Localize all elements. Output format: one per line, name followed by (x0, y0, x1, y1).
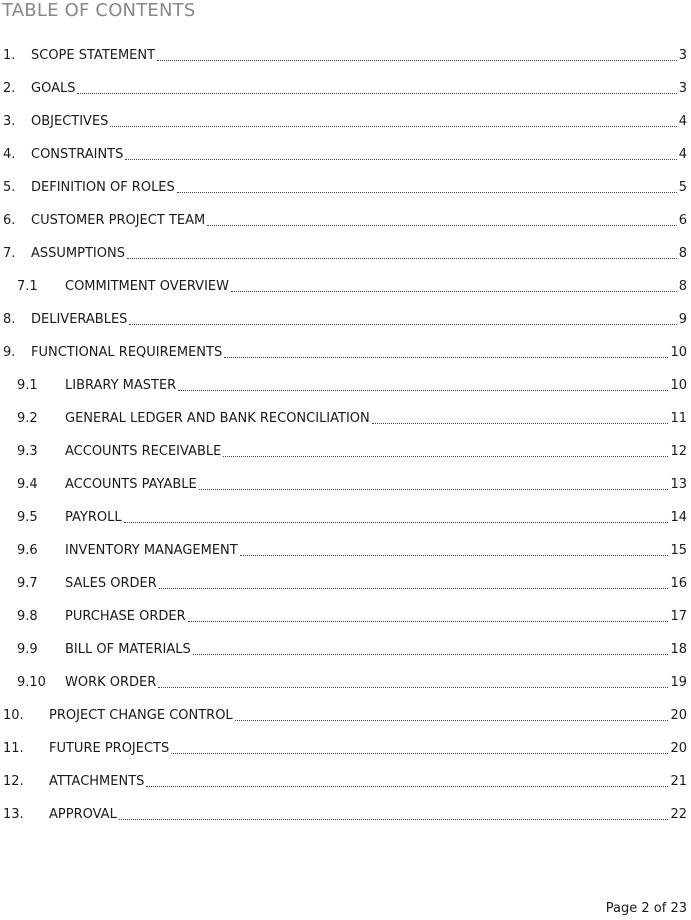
toc-leader-dots (157, 59, 677, 61)
toc-entry-label[interactable]: SCOPE STATEMENT (31, 48, 156, 63)
toc-entry-page[interactable]: 18 (670, 642, 687, 657)
toc-subentry[interactable] (0, 262, 691, 295)
toc-entry[interactable] (0, 328, 691, 361)
toc-entry[interactable] (0, 31, 691, 64)
toc-leader-dots (224, 356, 668, 358)
toc-entry-page[interactable]: 4 (678, 114, 687, 129)
toc-entry-page[interactable]: 10 (670, 345, 687, 360)
toc-subentry[interactable] (0, 361, 691, 394)
toc-entry-label[interactable]: SALES ORDER (65, 576, 157, 591)
toc-leader-dots (127, 257, 677, 259)
toc-entry-page[interactable]: 8 (678, 279, 687, 294)
toc-entry-number: 10. (3, 708, 24, 723)
toc-entry-label[interactable]: INVENTORY MANAGEMENT (65, 543, 238, 558)
toc-leader-dots (223, 455, 668, 457)
toc-entry-label[interactable]: LIBRARY MASTER (65, 378, 177, 393)
toc-entry-page[interactable]: 15 (670, 543, 687, 558)
toc-list (0, 31, 691, 823)
toc-entry-label[interactable]: DEFINITION OF ROLES (31, 180, 175, 195)
toc-entry[interactable] (0, 790, 691, 823)
toc-entry-label[interactable]: CONSTRAINTS (31, 147, 124, 162)
toc-entry-page[interactable]: 10 (670, 378, 687, 393)
toc-entry-page[interactable]: 12 (670, 444, 687, 459)
toc-leader-dots (372, 422, 669, 424)
toc-leader-dots (159, 587, 669, 589)
toc-entry-number: 9.5 (17, 510, 38, 525)
toc-entry-label[interactable]: ASSUMPTIONS (31, 246, 125, 261)
toc-entry-label[interactable]: CUSTOMER PROJECT TEAM (31, 213, 206, 228)
toc-entry-number: 9.10 (17, 675, 46, 690)
toc-title: TABLE OF CONTENTS (2, 0, 196, 21)
toc-entry-number: 7.1 (17, 279, 38, 294)
toc-leader-dots (207, 224, 677, 226)
toc-entry-page[interactable]: 3 (678, 48, 687, 63)
toc-entry-number: 12. (3, 774, 24, 789)
toc-leader-dots (193, 653, 669, 655)
toc-entry-label[interactable]: BILL OF MATERIALS (65, 642, 191, 657)
toc-leader-dots (171, 752, 668, 754)
toc-leader-dots (125, 158, 676, 160)
toc-entry-page[interactable]: 19 (670, 675, 687, 690)
toc-entry-label[interactable]: PURCHASE ORDER (65, 609, 186, 624)
toc-leader-dots (199, 488, 669, 490)
toc-entry[interactable] (0, 229, 691, 262)
toc-leader-dots (177, 191, 677, 193)
toc-entry-number: 7. (3, 246, 16, 261)
toc-entry-number: 9.7 (17, 576, 38, 591)
toc-entry-number: 6. (3, 213, 16, 228)
toc-entry-number: 9.1 (17, 378, 38, 393)
toc-entry-number: 3. (3, 114, 16, 129)
toc-entry[interactable] (0, 691, 691, 724)
toc-entry[interactable] (0, 163, 691, 196)
toc-entry-label[interactable]: ATTACHMENTS (49, 774, 145, 789)
toc-leader-dots (110, 125, 676, 127)
toc-entry-number: 9. (3, 345, 16, 360)
toc-entry[interactable] (0, 196, 691, 229)
toc-entry-number: 9.8 (17, 609, 38, 624)
toc-entry-page[interactable]: 3 (678, 81, 687, 96)
toc-entry[interactable] (0, 97, 691, 130)
toc-entry-label[interactable]: ACCOUNTS PAYABLE (65, 477, 197, 492)
toc-entry-number: 2. (3, 81, 16, 96)
toc-entry-label[interactable]: APPROVAL (49, 807, 117, 822)
toc-entry-number: 5. (3, 180, 16, 195)
toc-entry-page[interactable]: 21 (670, 774, 687, 789)
toc-leader-dots (178, 389, 668, 391)
toc-entry[interactable] (0, 757, 691, 790)
toc-entry-label[interactable]: ACCOUNTS RECEIVABLE (65, 444, 222, 459)
toc-entry-page[interactable]: 14 (670, 510, 687, 525)
toc-entry-page[interactable]: 17 (670, 609, 687, 624)
toc-entry-number: 11. (3, 741, 24, 756)
toc-entry-label[interactable]: GENERAL LEDGER AND BANK RECONCILIATION (65, 411, 370, 426)
toc-entry-label[interactable]: PAYROLL (65, 510, 122, 525)
toc-subentry[interactable] (0, 460, 691, 493)
toc-entry-number: 9.9 (17, 642, 38, 657)
toc-subentry[interactable] (0, 559, 691, 592)
toc-entry-page[interactable]: 11 (670, 411, 687, 426)
toc-entry-number: 13. (3, 807, 24, 822)
toc-entry-page[interactable]: 16 (670, 576, 687, 591)
toc-leader-dots (235, 719, 669, 721)
toc-entry-page[interactable]: 20 (670, 708, 687, 723)
toc-subentry[interactable] (0, 427, 691, 460)
toc-entry-page[interactable]: 20 (670, 741, 687, 756)
toc-entry-number: 9.4 (17, 477, 38, 492)
toc-entry[interactable] (0, 64, 691, 97)
toc-leader-dots (119, 818, 669, 820)
page-number-footer: Page 2 of 23 (605, 901, 687, 916)
toc-subentry[interactable] (0, 526, 691, 559)
toc-entry-page[interactable]: 8 (678, 246, 687, 261)
toc-leader-dots (129, 323, 676, 325)
toc-entry-number: 8. (3, 312, 16, 327)
toc-entry[interactable] (0, 130, 691, 163)
toc-entry-label[interactable]: PROJECT CHANGE CONTROL (49, 708, 233, 723)
toc-subentry[interactable] (0, 493, 691, 526)
toc-entry-number: 4. (3, 147, 16, 162)
toc-entry-label[interactable]: GOALS (31, 81, 76, 96)
toc-entry-label[interactable]: OBJECTIVES (31, 114, 109, 129)
toc-entry-number: 9.3 (17, 444, 38, 459)
toc-subentry[interactable] (0, 658, 691, 691)
toc-entry-page[interactable]: 6 (678, 213, 687, 228)
toc-entry[interactable] (0, 295, 691, 328)
toc-entry-page[interactable]: 13 (670, 477, 687, 492)
toc-entry-number: 9.6 (17, 543, 38, 558)
toc-entry-page[interactable]: 5 (678, 180, 687, 195)
toc-leader-dots (231, 290, 677, 292)
toc-entry-page[interactable]: 22 (670, 807, 687, 822)
toc-subentry[interactable] (0, 394, 691, 427)
toc-entry-label[interactable]: WORK ORDER (65, 675, 157, 690)
toc-leader-dots (240, 554, 669, 556)
toc-leader-dots (188, 620, 669, 622)
toc-entry-page[interactable]: 9 (678, 312, 687, 327)
toc-entry-label[interactable]: DELIVERABLES (31, 312, 128, 327)
toc-entry-label[interactable]: FUNCTIONAL REQUIREMENTS (31, 345, 223, 360)
toc-entry[interactable] (0, 724, 691, 757)
toc-leader-dots (146, 785, 668, 787)
toc-subentry[interactable] (0, 592, 691, 625)
toc-leader-dots (158, 686, 668, 688)
toc-entry-number: 1. (3, 48, 16, 63)
toc-entry-label[interactable]: COMMITMENT OVERVIEW (65, 279, 229, 294)
toc-subentry[interactable] (0, 625, 691, 658)
toc-entry-page[interactable]: 4 (678, 147, 687, 162)
toc-entry-number: 9.2 (17, 411, 38, 426)
toc-leader-dots (77, 92, 676, 94)
toc-entry-label[interactable]: FUTURE PROJECTS (49, 741, 170, 756)
toc-leader-dots (124, 521, 669, 523)
